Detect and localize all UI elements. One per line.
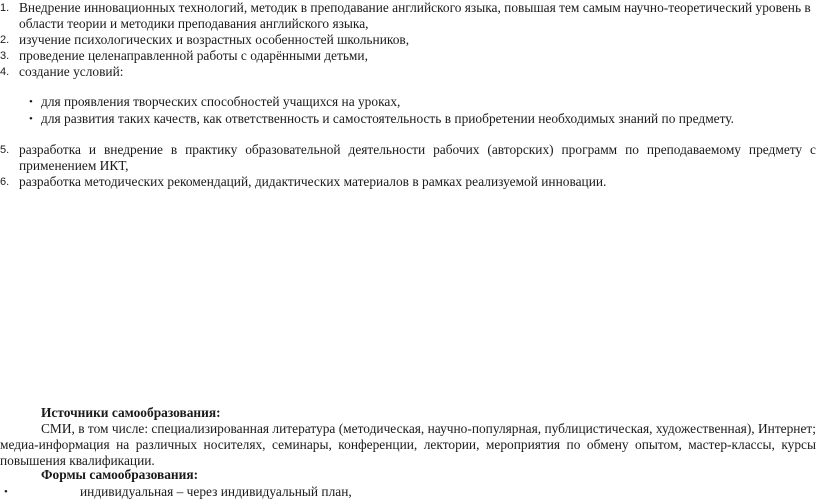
sources-text-line2: медиа-информация на различных носителях, семинары, конференции, лектории, мероприятия по обмену опытом, мастер-классы, курсы [0,437,816,452]
list-item-text: разработка методических рекомендаций, дидактических материалов в рамках реализуемой инновации. [19,174,607,189]
list-number: 1. [0,2,10,14]
sources-heading: Источники самообразования: [41,405,221,420]
list-item-text-cont: применением ИКТ, [19,158,129,173]
sources-text-line3: повышения квалификации. [0,453,155,468]
list-number: 3. [0,50,10,62]
list-item-text: разработка и внедрение в практику образовательной деятельности рабочих (авторских) программ по преподаваемому предмету с [19,142,816,157]
bullet-icon: • [4,486,8,498]
sources-text-line1: СМИ, в том числе: специализированная литература (методическая, научно-популярная, публицистическая, художественная), Интернет; [41,421,816,436]
list-number: 4. [0,66,10,78]
bullet-text: индивидуальная – через индивидуальный план, [80,484,352,499]
list-item-text: Внедрение инновационных технологий, методик в преподавание английского языка, повышая тем самым научно-теоретический уровень в [19,0,811,15]
list-item-text-cont: области теории и методики преподавания английского языка, [19,16,369,31]
list-item-text: изучение психологических и возрастных особенностей школьников, [19,32,410,47]
forms-heading: Формы самообразования: [41,467,199,482]
list-number: 2. [0,34,10,46]
list-item-text: создание условий: [19,64,124,79]
list-item-text: проведение целенаправленной работы с одарёнными детьми, [19,48,368,63]
list-number: 6. [0,176,10,188]
bullet-icon: • [29,113,33,125]
bullet-text: для проявления творческих способностей учащихся на уроках, [41,94,401,109]
bullet-text: для развития таких качеств, как ответственность и самостоятельность в приобретении необходимых знаний по предмету. [41,111,735,126]
bullet-icon: • [29,96,33,108]
list-number: 5. [0,144,10,156]
